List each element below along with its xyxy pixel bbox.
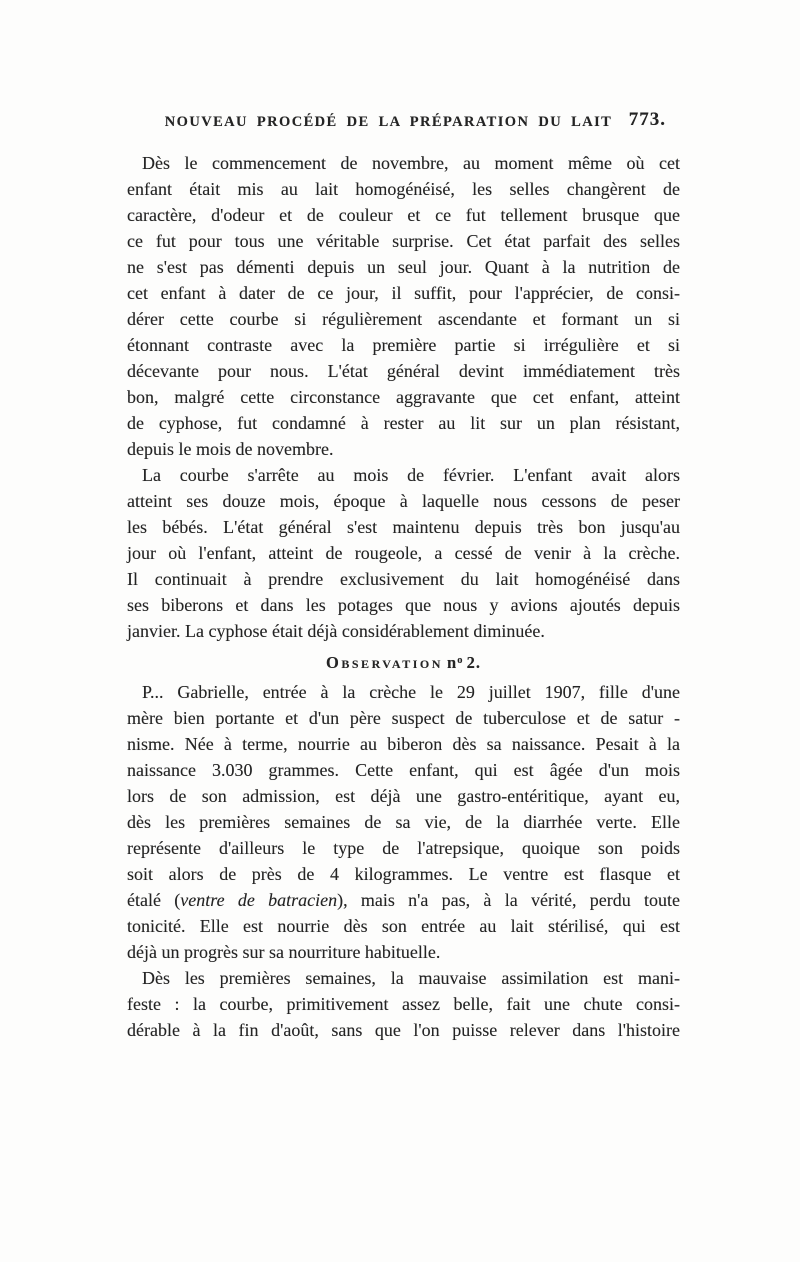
page-number: 773. xyxy=(628,109,666,130)
text-line: cet enfant à dater de ce jour, il suffit, pour l'apprécier, de consi- xyxy=(127,283,680,303)
text-line: Il continuait à prendre exclusivement du lait homogénéisé dans xyxy=(127,569,680,589)
text-line: caractère, d'odeur et de couleur et ce fut tellement brusque que xyxy=(127,205,680,225)
paragraph-4 xyxy=(127,965,680,1043)
text-line: Dès le commencement de novembre, au moment même où cet xyxy=(142,153,680,173)
text-line: dérer cette courbe si régulièrement ascendante et formant un si xyxy=(127,309,680,329)
page-header xyxy=(127,109,680,138)
text-line: ne s'est pas démenti depuis un seul jour. Quant à la nutrition de xyxy=(127,257,680,277)
text-line: tonicité. Elle est nourrie dès son entrée au lait stérilisé, qui est xyxy=(127,916,680,936)
text-line: décevante pour nous. L'état général devint immédiatement très xyxy=(127,361,680,381)
text-line: déjà un progrès sur sa nourriture habituelle. xyxy=(127,942,441,962)
text-line: soit alors de près de 4 kilogrammes. Le ventre est flasque et xyxy=(127,864,680,884)
text-line: dérable à la fin d'août, sans que l'on puisse relever dans l'histoire xyxy=(127,1020,680,1040)
text-line: de cyphose, fut condamné à rester au lit sur un plan résistant, xyxy=(127,413,680,433)
running-title: NOUVEAU PROCÉDÉ DE LA PRÉPARATION DU LAIT xyxy=(164,114,613,130)
text-line: représente d'ailleurs le type de l'atrepsique, quoique son poids xyxy=(127,838,680,858)
text-line: feste : la courbe, primitivement assez belle, fait une chute consi- xyxy=(127,994,680,1014)
paragraph-1 xyxy=(127,150,680,462)
text-segment: étalé ( xyxy=(127,890,181,910)
text-line: étonnant contraste avec la première partie si irrégulière et si xyxy=(127,335,680,355)
text-segment: ), mais n'a pas, à la vérité, perdu toute xyxy=(337,890,680,910)
text-line: Dès les premières semaines, la mauvaise assimilation est mani- xyxy=(142,968,680,988)
observation-heading xyxy=(127,648,680,676)
observation-number-ordinal: o xyxy=(457,655,463,666)
text-line: nisme. Née à terme, nourrie au biberon dès sa naissance. Pesait à la xyxy=(127,734,680,754)
text-line: depuis le mois de novembre. xyxy=(127,439,334,459)
observation-number-prefix: n xyxy=(447,653,458,672)
paragraph-2 xyxy=(127,462,680,644)
text-line: P... Gabrielle, entrée à la crèche le 29 juillet 1907, fille d'une xyxy=(142,682,680,702)
text-line: janvier. La cyphose était déjà considérablement diminuée. xyxy=(127,621,545,641)
text-line: ses biberons et dans les potages que nous y avions ajoutés depuis xyxy=(127,595,680,615)
observation-heading-word: Observation xyxy=(326,653,443,672)
text-line-with-italic xyxy=(127,887,680,913)
text-line: dès les premières semaines de sa vie, de la diarrhée verte. Elle xyxy=(127,812,680,832)
italic-phrase: ventre de batracien xyxy=(180,890,338,910)
text-line: atteint ses douze mois, époque à laquelle nous cessons de peser xyxy=(127,491,680,511)
text-line: lors de son admission, est déjà une gastro-entéritique, ayant eu, xyxy=(127,786,680,806)
text-line: naissance 3.030 grammes. Cette enfant, qui est âgée d'un mois xyxy=(127,760,680,780)
paragraph-3 xyxy=(127,679,680,965)
text-line: mère bien portante et d'un père suspect de tuberculose et de satur - xyxy=(127,708,680,728)
text-line: La courbe s'arrête au mois de février. L'enfant avait alors xyxy=(142,465,680,485)
text-line: enfant était mis au lait homogénéisé, les selles changèrent de xyxy=(127,179,680,199)
observation-number: 2. xyxy=(466,653,481,672)
text-line: jour où l'enfant, atteint de rougeole, a cessé de venir à la crèche. xyxy=(127,543,680,563)
text-line: ce fut pour tous une véritable surprise. Cet état parfait des selles xyxy=(127,231,680,251)
text-line: les bébés. L'état général s'est maintenu depuis très bon jusqu'au xyxy=(127,517,680,537)
page-body xyxy=(127,150,680,1043)
text-line: bon, malgré cette circonstance aggravante que cet enfant, atteint xyxy=(127,387,680,407)
